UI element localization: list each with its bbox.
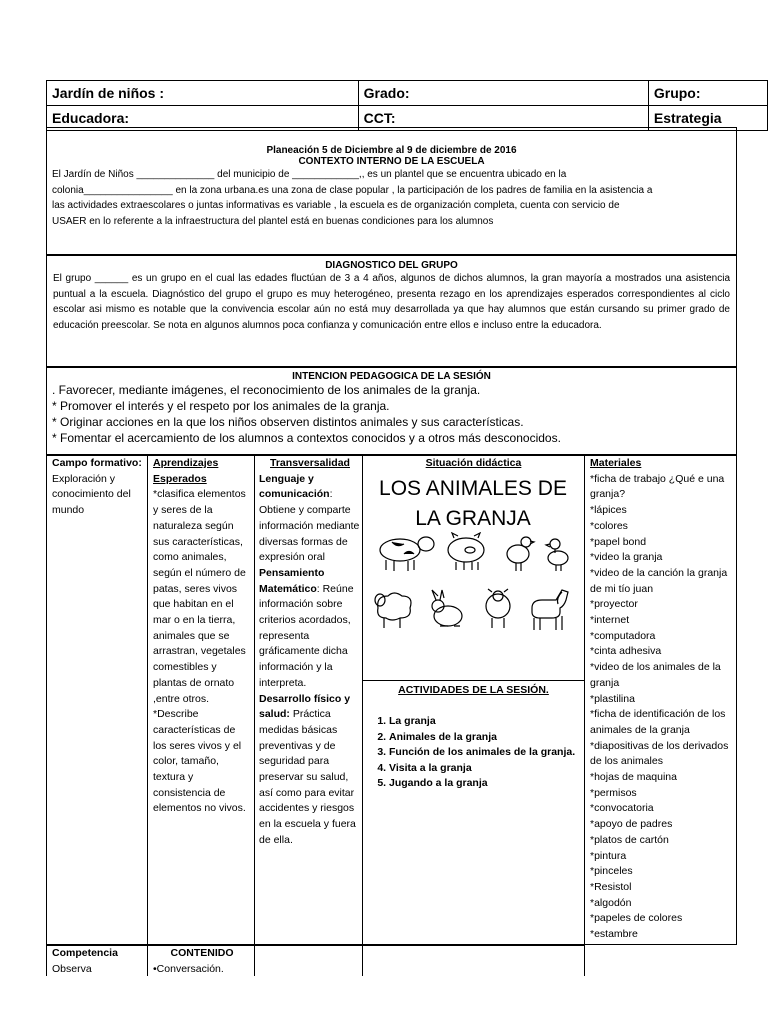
actividades-section xyxy=(364,683,583,792)
header-table xyxy=(46,80,768,131)
material-item: *papel bond xyxy=(590,535,647,548)
material-item: *algodón xyxy=(590,896,632,909)
col-divider xyxy=(362,455,363,976)
contexto-text xyxy=(47,167,736,229)
situacion-label: Situación didáctica xyxy=(425,457,522,469)
competencia xyxy=(52,946,144,977)
intencion-section xyxy=(46,367,737,455)
planeacion-title: Planeación 5 de Diciembre al 9 de diciembre de 2016 xyxy=(266,145,517,156)
cow-icon xyxy=(380,537,434,571)
material-item: *colores xyxy=(590,519,628,532)
material-item: *hojas de maquina xyxy=(590,771,677,784)
desarrollo-label: Desarrollo físico y salud: xyxy=(259,692,351,721)
aprendizajes-label: Aprendizajes Esperados xyxy=(153,457,219,485)
material-item: *cinta adhesiva xyxy=(590,645,662,658)
material-item: *video de los animales de la granja xyxy=(590,661,721,689)
materiales-list xyxy=(590,472,736,943)
duck-icon xyxy=(546,539,568,571)
contexto-line: USAER en lo referente a la infraestructura del plantel está en buenas condiciones para los alumnos xyxy=(52,215,494,227)
image-title: LOS ANIMALES DE LA GRANJA xyxy=(379,477,567,530)
pensamiento-label: Pensamiento Matemático xyxy=(259,566,325,595)
campo-formativo xyxy=(52,456,144,519)
actividad-item: 5. Jugando a la granja xyxy=(389,776,583,792)
hen-icon xyxy=(507,537,534,571)
material-item: *diapositivas de los derivados de los animales xyxy=(590,739,729,768)
pensamiento-text: : Reúne información sobre criterios acordados, representa gráficamente dicha información y la interpreta. xyxy=(259,582,354,689)
desarrollo-text: Práctica medidas básicas preventivas y de seguridad para preservar su salud, así como para evitar accidentes y riesgos en la escuela y fuera de ella. xyxy=(259,708,356,846)
transversalidad xyxy=(259,456,361,849)
material-item: *pintura xyxy=(590,849,627,862)
actividad-item: 2. Animales de la granja xyxy=(389,730,583,746)
diagnostico-title: DIAGNOSTICO DEL GRUPO xyxy=(325,260,458,271)
intencion-item: * Originar acciones en la que los niños observen distintos animales y sus características. xyxy=(52,415,524,429)
material-item: *video la granja xyxy=(590,551,663,564)
horse-icon xyxy=(532,590,568,630)
situacion-didactica xyxy=(364,456,583,472)
material-item: *proyector xyxy=(590,598,638,611)
material-item: *estambre xyxy=(590,928,638,941)
material-item: *ficha de trabajo ¿Qué e una granja? xyxy=(590,472,725,501)
campo-label: Campo formativo: xyxy=(52,457,142,469)
material-item: *internet xyxy=(590,614,630,627)
rabbit-icon xyxy=(432,590,462,626)
material-item: *pinceles xyxy=(590,865,633,878)
sheep-icon xyxy=(375,593,411,628)
actividad-item: 4. Visita a la granja xyxy=(389,761,583,777)
cct-label: CCT: xyxy=(358,106,648,131)
aprendizajes-esperados xyxy=(153,456,251,817)
contenido xyxy=(153,946,251,977)
actividad-item: 3. Función de los animales de la granja. xyxy=(389,745,583,761)
material-item: *lápices xyxy=(590,504,627,517)
contexto-title: CONTEXTO INTERNO DE LA ESCUELA xyxy=(298,156,485,167)
grupo-label: Grupo: xyxy=(648,81,767,106)
estrategia-label: Estrategia xyxy=(648,106,767,131)
contexto-section xyxy=(46,127,737,255)
materiales-label: Materiales xyxy=(590,457,642,469)
col-divider xyxy=(254,455,255,976)
lenguaje-text: : Obtiene y comparte información mediante diversas formas de expresión oral xyxy=(259,488,360,564)
actividad-item: 1. La granja xyxy=(389,714,583,730)
campo-value: Exploración y conocimiento del mundo xyxy=(52,472,131,517)
contexto-line: colonia________________ en la zona urbana.es una zona de clase popular , la participación de los padres de familia en la asistencia a xyxy=(52,184,653,196)
col-divider xyxy=(147,455,148,976)
material-item: *apoyo de padres xyxy=(590,818,673,831)
material-item: *plastilina xyxy=(590,692,635,705)
intencion-item: . Favorecer, mediante imágenes, el reconocimiento de los animales de la granja. xyxy=(52,383,481,397)
contenido-value: •Conversación. xyxy=(153,962,224,975)
material-item: *platos de cartón xyxy=(590,833,669,846)
intencion-item: * Promover el interés y el respeto por los animales de la granja. xyxy=(52,399,390,413)
material-item: *Resistol xyxy=(590,880,632,893)
intencion-item: * Fomentar el acercamiento de los alumnos a contextos conocidos y a otros más desconocidos. xyxy=(52,431,561,445)
material-item: *permisos xyxy=(590,786,637,799)
contenido-label: CONTENIDO xyxy=(170,947,234,959)
lenguaje-label: Lenguaje y comunicación xyxy=(259,472,330,501)
educadora-label: Educadora: xyxy=(47,106,359,131)
grado-label: Grado: xyxy=(358,81,648,106)
contexto-line: las actividades extraescolares o juntas informativas es variable , la escuela es de organización completa, cuenta con servicio de xyxy=(52,200,620,211)
aprendizajes-text: *clasifica elementos y seres de la naturaleza según sus características, como animales, según el número de patas, seres vivos que habitan en el mar o en la tierra, animales que se arrastran, vegetales comestibles y plantas de ornato ,entre otros. *Describe características de los seres vivos y el color, tamaño, textura y consistencia de elementos no vivos. xyxy=(153,488,246,815)
jardin-label: Jardín de niños : xyxy=(47,81,359,106)
goat-icon xyxy=(486,589,510,628)
material-item: *convocatoria xyxy=(590,802,654,815)
material-item: *papeles de colores xyxy=(590,912,683,925)
farm-animals-illustration xyxy=(372,532,578,644)
pig-icon xyxy=(448,533,484,570)
col-divider xyxy=(46,945,47,976)
intencion-list xyxy=(47,382,736,446)
actividades-list xyxy=(364,714,583,792)
contexto-line: El Jardín de Niños ______________ del municipio de ____________,, es un plantel que se encuentra ubicado en la xyxy=(52,169,567,180)
material-item: *video de la canción la granja de mi tío juan xyxy=(590,566,728,595)
competencia-label: Competencia xyxy=(52,947,118,959)
row-divider xyxy=(362,680,584,681)
diagnostico-text: El grupo ______ es un grupo en el cual las edades fluctúan de 3 a 4 años, algunos de dichos alumnos, la gran mayoría a mostrados una asistencia puntual a la escuela. Diagnóstico del grupo el grupo es muy heterogéneo, presenta rezago en los aprendizajes esperados correspondientes al ciclo escolar asi mismo es notable que la convivencia escolar aún no está muy desarrollada ya que hay alumnos que están cursando su primer grado de educación preescolar. Se nota en algunos alumnos poca confianza y comunicación entre ellos e incluso entre la educadora. xyxy=(53,273,730,331)
material-item: *computadora xyxy=(590,629,656,642)
competencia-value: Observa xyxy=(52,962,92,975)
actividades-title: ACTIVIDADES DE LA SESIÓN. xyxy=(398,684,549,696)
diagnostico-section xyxy=(46,255,737,367)
col-divider xyxy=(584,455,585,976)
transversalidad-label: Transversalidad xyxy=(270,457,350,469)
intencion-title: INTENCION PEDAGOGICA DE LA SESIÓN xyxy=(292,371,491,382)
materiales xyxy=(590,456,736,943)
material-item: *ficha de identificación de los animales de la granja xyxy=(590,708,726,736)
